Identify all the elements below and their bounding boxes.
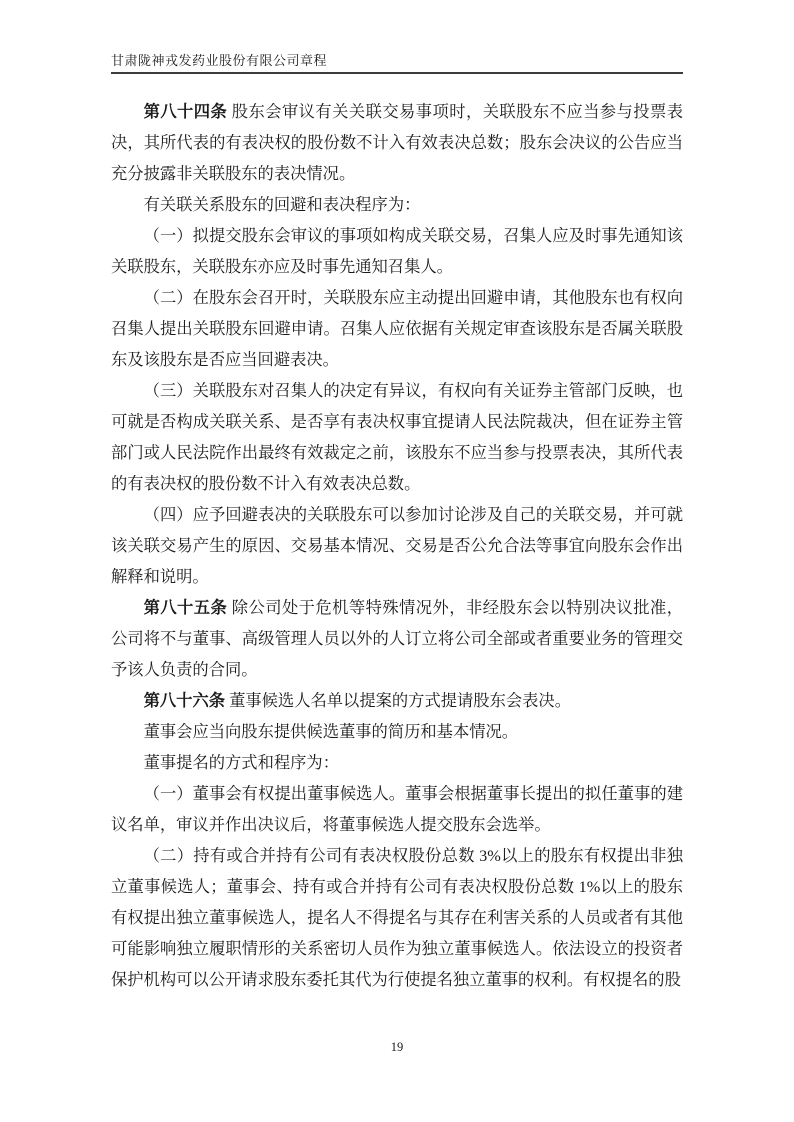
list-item-paragraph <box>111 282 683 375</box>
page-number: 19 <box>390 1040 404 1054</box>
article-number-label: 第八十四条 <box>143 102 228 121</box>
list-item-paragraph <box>111 499 683 592</box>
paragraph-text: 董事候选人名单以提案的方式提请股东会表决。 <box>225 691 571 710</box>
paragraph-text: （三）关联股东对召集人的决定有异议，有权向有关证券主管部门反映，也可就是否构成关联关系、是否享有表决权事宜提请人民法院裁决，但在证券主管部门或人民法院作出最终有效裁定之前，该股东不应当参与投票表决，其所代表的有表决权的股份数不计入有效表决总数。 <box>111 381 683 493</box>
page-header-title: 甘肃陇神戎发药业股份有限公司章程 <box>111 53 328 68</box>
paragraph-text: （一）董事会有权提出董事候选人。董事会根据董事长提出的拟任董事的建议名单，审议并作出决议后，将董事候选人提交股东会选举。 <box>111 784 683 834</box>
paragraph <box>111 747 683 778</box>
list-item-paragraph <box>111 375 683 499</box>
list-item-paragraph <box>111 840 683 995</box>
article-number-label: 第八十六条 <box>143 691 226 710</box>
paragraph-text: （二）在股东会召开时，关联股东应主动提出回避申请，其他股东也有权向召集人提出关联股东回避申请。召集人应依据有关规定审查该股东是否属关联股东及该股东是否应当回避表决。 <box>111 288 683 369</box>
paragraph <box>111 189 683 220</box>
paragraph-text: （四）应予回避表决的关联股东可以参加讨论涉及自己的关联交易，并可就该关联交易产生的原因、交易基本情况、交易是否公允合法等事宜向股东会作出解释和说明。 <box>111 505 683 586</box>
paragraph-text: 股东会审议有关关联交易事项时，关联股东不应当参与投票表决，其所代表的有表决权的股份数不计入有效表决总数；股东会决议的公告应当充分披露非关联股东的表决情况。 <box>111 102 683 183</box>
document-body <box>111 96 683 995</box>
paragraph-text: 除公司处于危机等特殊情况外，非经股东会以特别决议批准，公司将不与董事、高级管理人员以外的人订立将公司全部或者重要业务的管理交予该人负责的合同。 <box>111 598 683 679</box>
paragraph-text: （二）持有或合并持有公司有表决权股份总数 3%以上的股东有权提出非独立董事候选人；董事会、持有或合并持有公司有表决权股份总数 1%以上的股东有权提出独立董事候选人，提名人不得提名与其存在利害关系的人员或者有其他可能影响独立履职情形的关系密切人员作为独立董事候选人。依法设立的投资者保护机构可以公开请求股东委托其代为行使提名独立董事的权利。有权提名的股 <box>111 846 683 989</box>
paragraph-text: 有关联关系股东的回避和表决程序为： <box>143 195 421 214</box>
page-header <box>111 54 683 74</box>
page-footer <box>0 1040 794 1055</box>
article-paragraph <box>111 96 683 189</box>
list-item-paragraph <box>111 778 683 840</box>
paragraph-text: 董事提名的方式和程序为： <box>143 753 339 772</box>
paragraph <box>111 716 683 747</box>
article-paragraph <box>111 592 683 685</box>
list-item-paragraph <box>111 220 683 282</box>
paragraph-text: （一）拟提交股东会审议的事项如构成关联交易，召集人应及时事先通知该关联股东，关联股东亦应及时事先通知召集人。 <box>111 226 683 276</box>
paragraph-text: 董事会应当向股东提供候选董事的简历和基本情况。 <box>143 722 519 741</box>
article-number-label: 第八十五条 <box>143 598 228 617</box>
article-paragraph <box>111 685 683 716</box>
